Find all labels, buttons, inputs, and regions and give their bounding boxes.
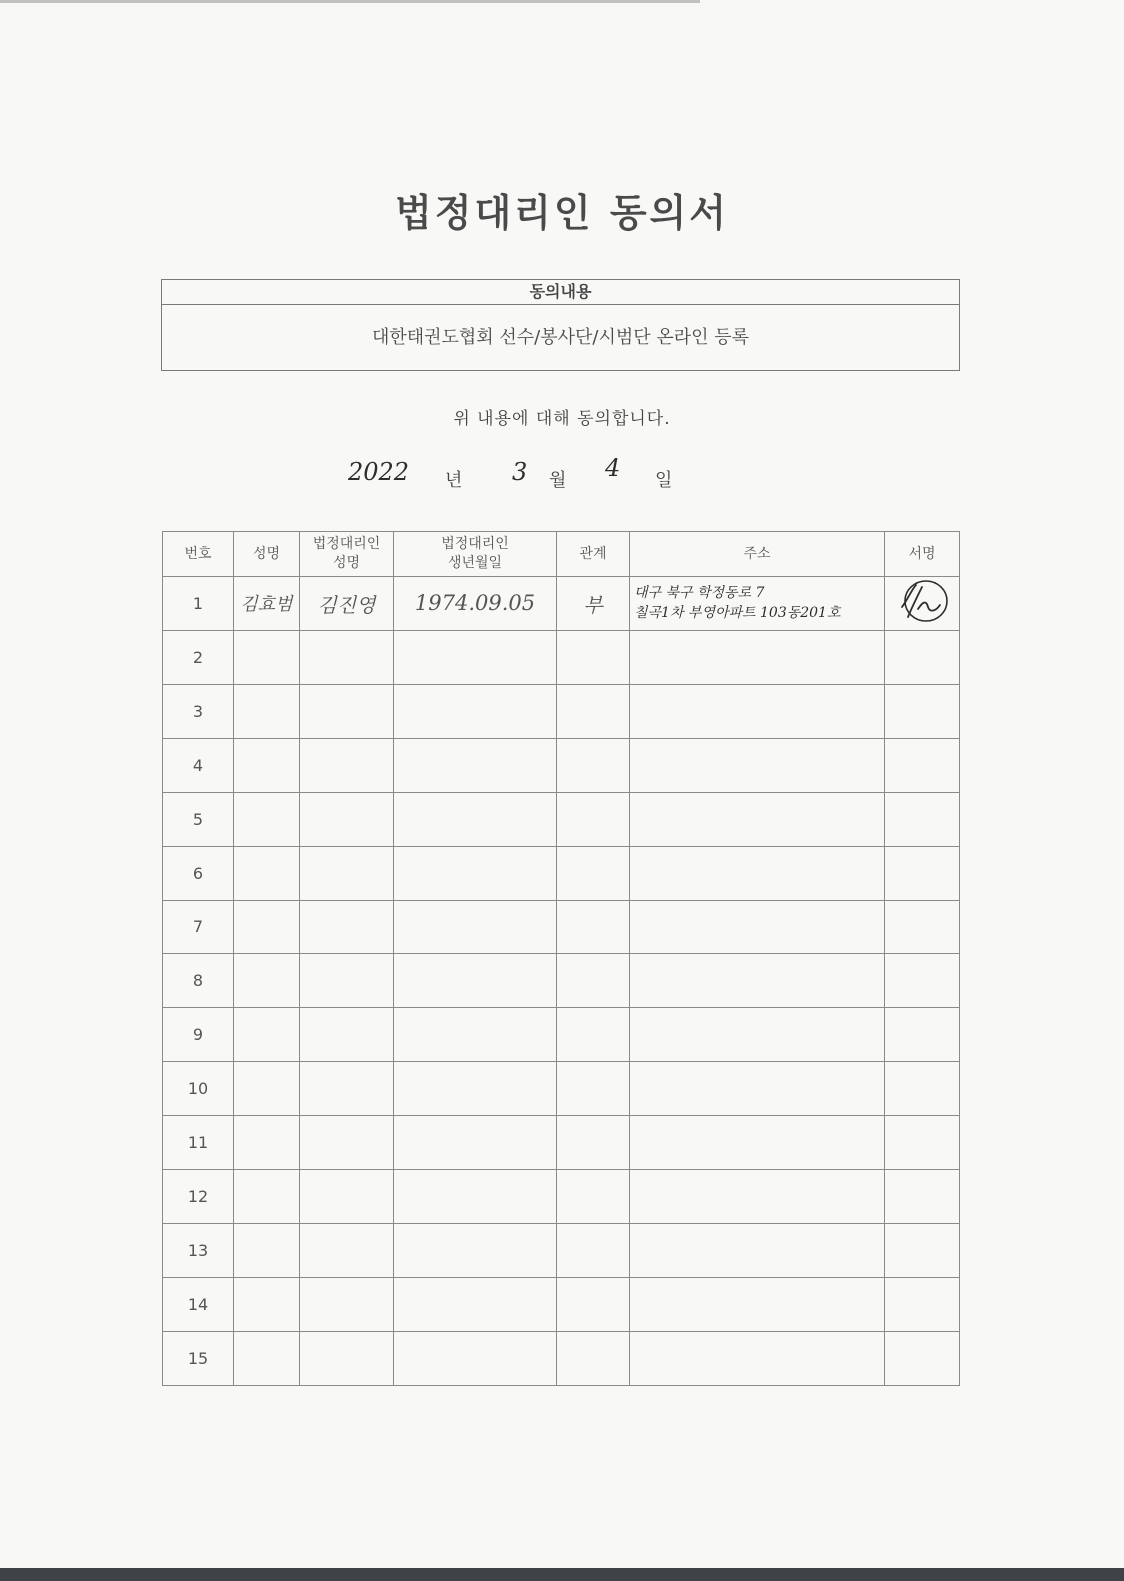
header-rep-name-line1: 법정대리인 bbox=[312, 536, 381, 552]
consent-content-header: 동의내용 bbox=[162, 280, 959, 305]
row-relation: 부 bbox=[557, 577, 630, 631]
table-row bbox=[163, 1116, 960, 1170]
row-no: 15 bbox=[163, 1331, 234, 1385]
header-name: 성명 bbox=[234, 532, 300, 577]
row-rep-name: 김진영 bbox=[300, 577, 394, 631]
registration-table bbox=[162, 531, 960, 1386]
row-no: 6 bbox=[163, 846, 234, 900]
row-address bbox=[630, 577, 885, 631]
document-title: 법정대리인 동의서 bbox=[395, 191, 729, 235]
row-rep-birth: 1974.09.05 bbox=[394, 577, 557, 631]
row-no: 11 bbox=[163, 1116, 234, 1170]
header-rep-birth-line1: 법정대리인 bbox=[441, 536, 509, 552]
header-relation: 관계 bbox=[557, 532, 630, 577]
row-no: 1 bbox=[163, 577, 234, 631]
header-rep-birth-line2: 생년월일 bbox=[447, 555, 503, 571]
date-day-unit: 일 bbox=[655, 470, 673, 491]
row-no: 2 bbox=[163, 630, 234, 684]
table-row bbox=[163, 1331, 960, 1385]
table-row bbox=[163, 1170, 960, 1224]
scan-edge-top bbox=[0, 0, 700, 3]
date-month-unit: 월 bbox=[549, 470, 567, 491]
table-row bbox=[163, 577, 960, 631]
row-no: 9 bbox=[163, 1008, 234, 1062]
consent-content-text: 대한태권도협회 선수/봉사단/시범단 온라인 등록 bbox=[371, 327, 750, 348]
date-line bbox=[0, 454, 1124, 498]
agreement-statement: 위 내용에 대해 동의합니다. bbox=[453, 409, 671, 429]
scan-edge-bottom bbox=[0, 1568, 1124, 1581]
table-row bbox=[163, 846, 960, 900]
row-name: 김효범 bbox=[234, 577, 300, 631]
row-address-line2: 칠곡1차 부영아파트 103동201호 bbox=[634, 605, 841, 622]
table-header-row bbox=[163, 532, 960, 577]
date-year: 2022 bbox=[348, 458, 410, 486]
row-signature bbox=[885, 577, 960, 631]
date-year-unit: 년 bbox=[445, 470, 463, 491]
table-row bbox=[163, 900, 960, 954]
row-no: 3 bbox=[163, 684, 234, 738]
table-row bbox=[163, 1277, 960, 1331]
row-no: 12 bbox=[163, 1170, 234, 1224]
row-address-line1: 대구 북구 학정동로 7 bbox=[634, 585, 765, 602]
table-row bbox=[163, 954, 960, 1008]
row-no: 5 bbox=[163, 792, 234, 846]
table-row bbox=[163, 792, 960, 846]
table-row bbox=[163, 630, 960, 684]
date-month: 3 bbox=[512, 458, 528, 486]
table-row bbox=[163, 1008, 960, 1062]
row-no: 13 bbox=[163, 1224, 234, 1278]
table-row bbox=[163, 684, 960, 738]
header-rep-name-line2: 성명 bbox=[332, 555, 361, 571]
header-no: 번호 bbox=[163, 532, 234, 577]
row-no: 7 bbox=[163, 900, 234, 954]
header-signature: 서명 bbox=[885, 532, 960, 577]
consent-content-box bbox=[161, 279, 960, 371]
table-row bbox=[163, 1224, 960, 1278]
header-rep-birth bbox=[394, 532, 557, 577]
date-day: 4 bbox=[605, 454, 621, 482]
handwritten-signature bbox=[892, 577, 952, 625]
row-no: 4 bbox=[163, 738, 234, 792]
header-rep-name bbox=[300, 532, 394, 577]
row-no: 10 bbox=[163, 1062, 234, 1116]
row-no: 14 bbox=[163, 1277, 234, 1331]
row-no: 8 bbox=[163, 954, 234, 1008]
header-address: 주소 bbox=[630, 532, 885, 577]
table-row bbox=[163, 1062, 960, 1116]
table-row bbox=[163, 738, 960, 792]
